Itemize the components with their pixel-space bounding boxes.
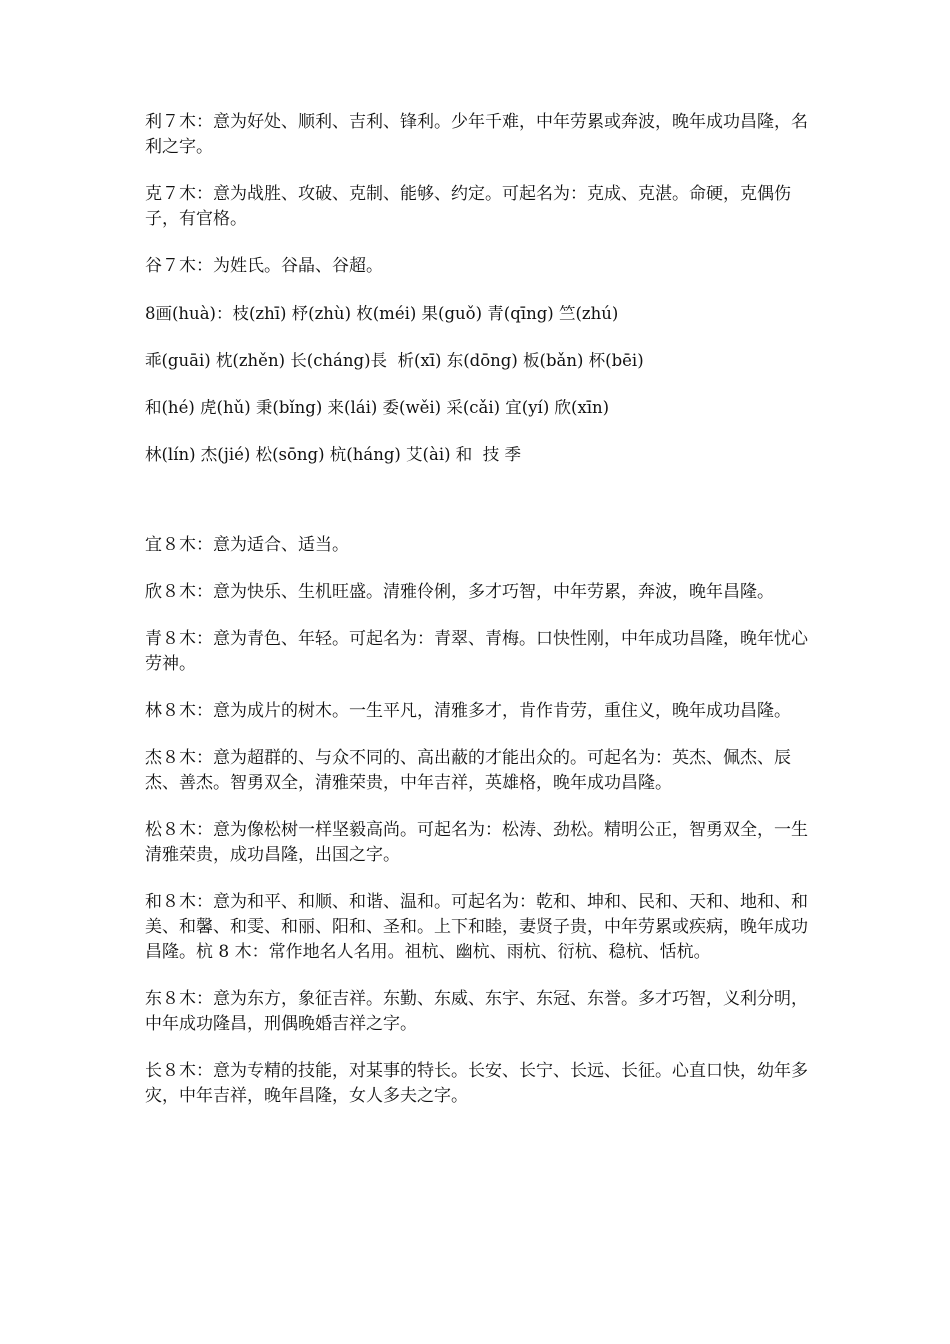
entry-xin: 欣８木：意为快乐、生机旺盛。清雅伶俐，多才巧智，中年劳累，奔波，晚年昌隆。 bbox=[145, 582, 774, 602]
entry-ke: 克７木：意为战胜、攻破、克制、能够、约定。可起名为：克成、克湛。命硬，克偶伤子，有官格。 bbox=[145, 184, 791, 229]
document-page bbox=[145, 110, 815, 1131]
entry-yi: 宜８木：意为适合、适当。 bbox=[145, 535, 349, 555]
entry-chang: 长８木：意为专精的技能，对某事的特长。长安、长宁、长远、长征。心直口快，幼年多灾，中年吉祥，晚年昌隆，女人多夫之字。 bbox=[145, 1061, 808, 1106]
entry-jie: 杰８木：意为超群的、与众不同的、高出蔽的才能出众的。可起名为：英杰、佩杰、辰杰、善杰。智勇双全，清雅荣贵，中年吉祥，英雄格，晚年成功昌隆。 bbox=[145, 748, 791, 793]
entry-he: 和８木：意为和平、和顺、和谐、温和。可起名为：乾和、坤和、民和、天和、地和、和美、和馨、和雯、和丽、阳和、圣和。上下和睦，妻贤子贵，中年劳累或疾病，晚年成功昌隆。杭 8 木：常作地名人名用。祖杭、幽杭、雨杭、衍杭、稳杭、恬杭。 bbox=[145, 892, 808, 962]
entry-li: 利７木：意为好处、顺利、吉利、锋利。少年千难，中年劳累或奔波，晚年成功昌隆，名利之字。 bbox=[145, 112, 808, 157]
entry-gu: 谷７木：为姓氏。谷晶、谷超。 bbox=[145, 256, 383, 276]
entry-dong: 东８木：意为东方，象征吉祥。东勤、东威、东宇、东冠、东誉。多才巧智，义利分明，中年成功隆昌，刑偶晚婚吉祥之字。 bbox=[145, 989, 808, 1034]
section-gap bbox=[145, 489, 815, 533]
pinyin-line-1: 8画(huà)：枝(zhī) 杼(zhù) 枚(méi) 果(guǒ) 青(qīng) 竺(zhú) bbox=[145, 304, 619, 323]
entry-qing: 青８木：意为青色、年轻。可起名为：青翠、青梅。口快性刚，中年成功昌隆，晚年忧心劳神。 bbox=[145, 629, 808, 674]
pinyin-line-4: 林(lín) 杰(jié) 松(sōng) 杭(háng) 艾(ài) 和 技 季 bbox=[145, 445, 522, 464]
pinyin-line-3: 和(hé) 虎(hǔ) 秉(bǐng) 来(lái) 委(wěi) 采(cǎi) 宜(yí) 欣(xīn) bbox=[145, 398, 610, 417]
entry-lin: 林８木：意为成片的树木。一生平凡，清雅多才，肯作肯劳，重住义，晚年成功昌隆。 bbox=[145, 701, 791, 721]
entry-song: 松８木：意为像松树一样坚毅高尚。可起名为：松涛、劲松。精明公正，智勇双全，一生清雅荣贵，成功昌隆，出国之字。 bbox=[145, 820, 808, 865]
pinyin-line-2: 乖(guāi) 枕(zhěn) 长(cháng)長 析(xī) 东(dōng) 板(bǎn) 杯(bēi) bbox=[145, 351, 644, 370]
